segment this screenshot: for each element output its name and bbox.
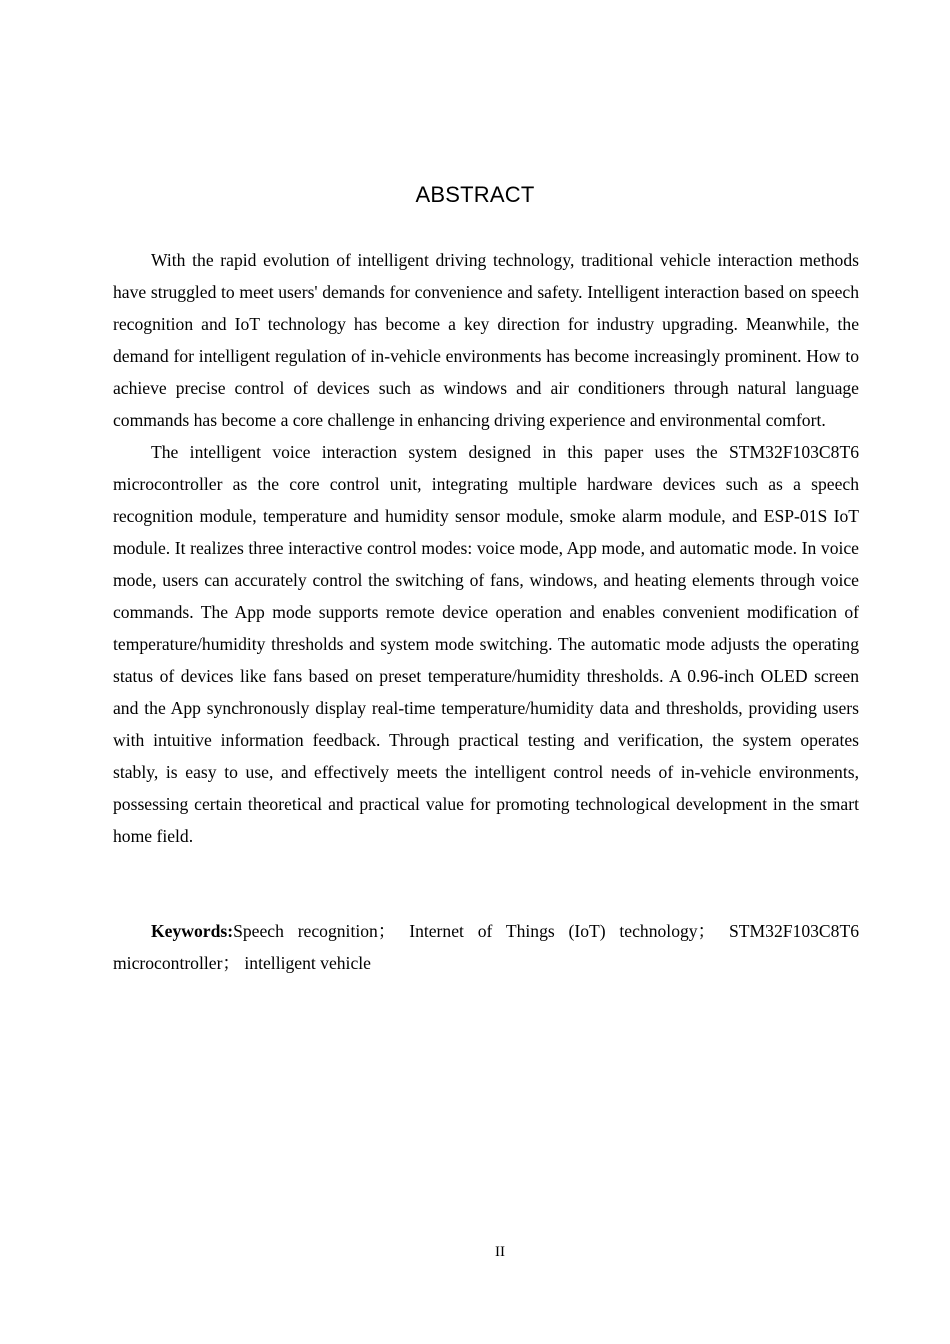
abstract-body bbox=[113, 244, 859, 852]
page-number: II bbox=[495, 1244, 505, 1260]
abstract-paragraph: With the rapid evolution of intelligent driving technology, traditional vehicle interaction methods have struggled to meet users' demands for convenience and safety. Intelligent interaction based on speech recognition and IoT technology has become a key direction for industry upgrading. Meanwhile, the demand for intelligent regulation of in-vehicle environments has become increasingly prominent. How to achieve precise control of devices such as windows and air conditioners through natural language commands has become a core challenge in enhancing driving experience and environmental comfort. bbox=[113, 250, 859, 430]
keywords-block bbox=[113, 915, 859, 979]
keywords-label: Keywords: bbox=[151, 921, 234, 941]
page-title: ABSTRACT bbox=[415, 182, 535, 207]
abstract-paragraph: The intelligent voice interaction system designed in this paper uses the STM32F103C8T6 microcontroller as the core control unit, integrating multiple hardware devices such as a speech recognition module, temperature and humidity sensor module, smoke alarm module, and ESP-01S IoT module. It realizes three interactive control modes: voice mode, App mode, and automatic mode. In voice mode, users can accurately control the switching of fans, windows, and heating elements through voice commands. The App mode supports remote device operation and enables convenient modification of temperature/humidity thresholds and system mode switching. The automatic mode adjusts the operating status of devices like fans based on preset temperature/humidity thresholds. A 0.96-inch OLED screen and the App synchronously display real-time temperature/humidity data and thresholds, providing users with intuitive information feedback. Through practical testing and verification, the system operates stably, is easy to use, and effectively meets the intelligent control needs of in-vehicle environments, possessing certain theoretical and practical value for promoting technological development in the smart home field. bbox=[113, 442, 859, 846]
keywords-text: Speech recognition； Internet of Things (IoT) technology； STM32F103C8T6 microcontroller； intelligent vehicle bbox=[113, 921, 859, 973]
